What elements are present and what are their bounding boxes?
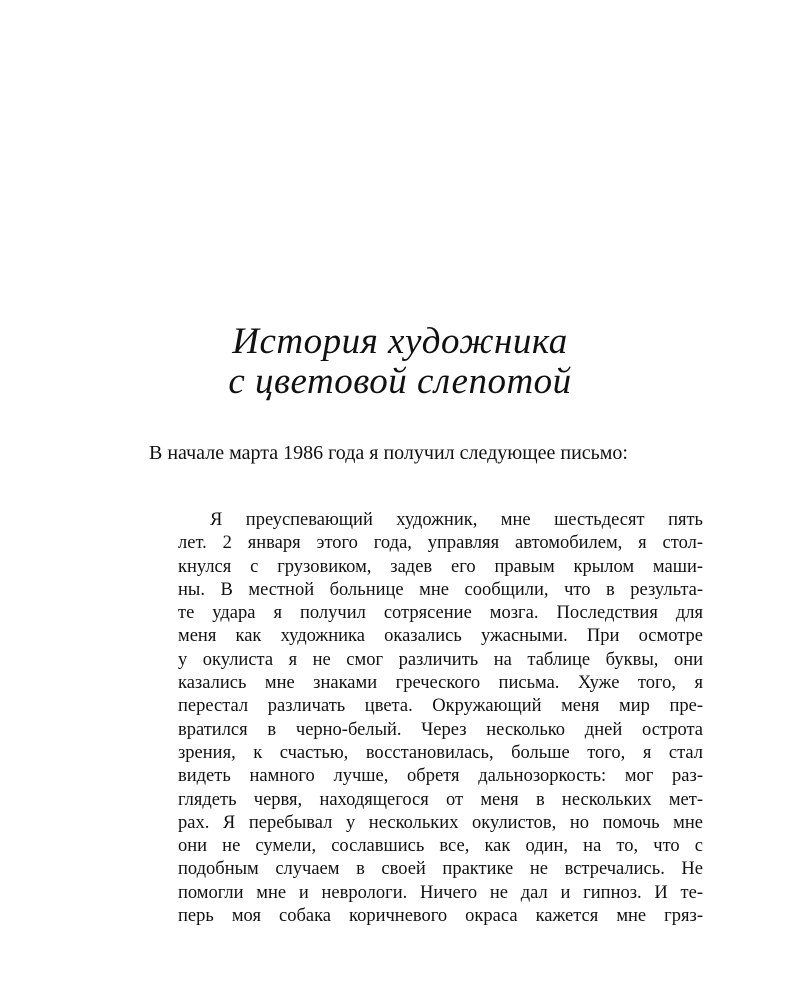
letter-line: рах. Я перебывал у нескольких окулистов, но помочь мне: [178, 812, 703, 833]
letter-line: глядеть червя, находящегося от меня в нескольких мет-: [178, 789, 703, 810]
letter-line: перь моя собака коричневого окраса кажется мне гряз-: [178, 906, 703, 927]
chapter-title-line-1: История художника: [232, 321, 568, 362]
letter-line: казались мне знаками греческого письма. Хуже того, я: [178, 673, 703, 694]
letter-line: у окулиста я не смог различить на таблице буквы, они: [178, 649, 703, 670]
letter-line: перестал различать цвета. Окружающий меня мир пре-: [178, 696, 703, 717]
letter-line: зрения, к счастью, восстановилась, больше того, я стал: [178, 742, 703, 763]
chapter-title-line-2: с цветовой слепотой: [228, 361, 572, 402]
intro-paragraph: В начале марта 1986 года я получил следующее письмо:: [149, 442, 628, 464]
letter-quote: [178, 509, 703, 928]
letter-line: вратился в черно-белый. Через несколько дней острота: [178, 719, 703, 740]
letter-line: те удара я получил сотрясение мозга. Последствия для: [178, 603, 703, 624]
letter-line: ны. В местной больнице мне сообщили, что в результа-: [178, 579, 703, 600]
letter-line: лет. 2 января этого года, управляя автомобилем, я стол-: [178, 533, 703, 554]
letter-line: помогли мне и неврологи. Ничего не дал и гипноз. И те-: [178, 882, 703, 903]
letter-line: подобным случаем в своей практике не встречались. Не: [178, 859, 703, 880]
letter-line: они не сумели, сославшись все, как один, на то, что с: [178, 836, 703, 857]
letter-line: Я преуспевающий художник, мне шестьдесят пять: [210, 510, 703, 530]
letter-line: кнулся с грузовиком, задев его правым крылом маши-: [178, 556, 703, 577]
chapter-title: [0, 322, 800, 402]
letter-line: видеть намного лучше, обретя дальнозоркость: мог раз-: [178, 766, 703, 787]
letter-line: меня как художника оказались ужасными. При осмотре: [178, 626, 703, 647]
